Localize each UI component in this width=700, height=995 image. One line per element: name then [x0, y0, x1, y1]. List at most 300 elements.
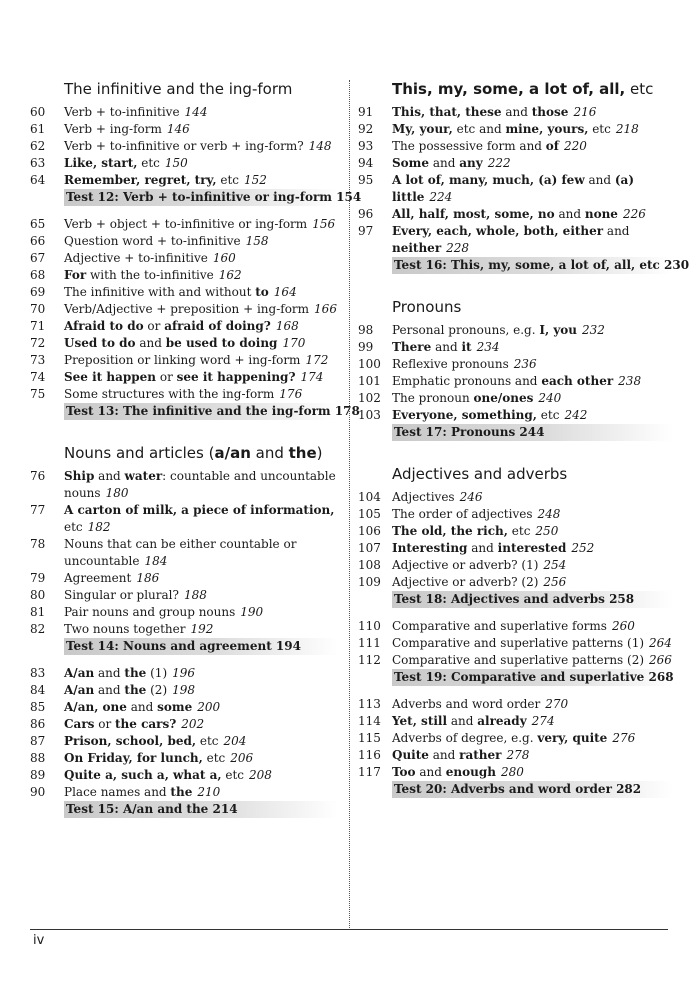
unit-title: [64, 216, 338, 233]
page-reference: 184: [144, 554, 168, 568]
unit-title: [392, 557, 673, 574]
unit-title: [64, 352, 338, 369]
unit-title: [64, 250, 338, 267]
text-segment: Adverbs and word order: [392, 697, 541, 711]
unit-number: 107: [358, 541, 381, 555]
unit-number: 62: [30, 139, 46, 153]
text-segment: Yet, still: [392, 714, 448, 728]
text-segment: A carton of milk, a piece of information,: [64, 503, 335, 517]
text-segment: Quite: [392, 748, 429, 762]
page-reference: 162: [218, 268, 242, 282]
page-reference: 210: [197, 785, 221, 799]
text-segment: and: [94, 469, 125, 483]
toc-entry[interactable]: [30, 121, 338, 138]
unit-title: [392, 489, 673, 506]
text-segment: Place names and: [64, 785, 171, 799]
unit-number: 114: [358, 714, 381, 728]
text-segment: etc: [202, 751, 226, 765]
text-segment: the: [124, 683, 147, 697]
text-segment: Some structures with the ing-form: [64, 387, 275, 401]
text-segment: Adjective + to-infinitive: [64, 251, 208, 265]
text-segment: Nouns and articles (: [64, 444, 215, 462]
toc-entry[interactable]: [358, 407, 673, 424]
text-segment: : countable and uncountable nouns: [64, 469, 336, 500]
unit-title: [64, 318, 338, 335]
toc-entry[interactable]: [358, 104, 673, 121]
unit-number: 104: [358, 490, 381, 504]
test-entry[interactable]: Test 16: This, my, some, a lot of, all, etc 230: [394, 258, 690, 272]
text-segment: There: [392, 340, 432, 354]
text-segment: and: [603, 224, 630, 238]
unit-title: [392, 407, 673, 424]
text-segment: Agreement: [64, 571, 132, 585]
text-segment: Verb + object + to-infinitive or ing-form: [64, 217, 308, 231]
test-entry[interactable]: Test 14: Nouns and agreement 194: [64, 638, 338, 655]
footer-rule: [30, 929, 668, 930]
test-entry[interactable]: Test 15: A/an and the 214: [64, 801, 338, 818]
text-segment: Cars: [64, 717, 95, 731]
unit-number: 91: [358, 105, 374, 119]
toc-entry[interactable]: [358, 356, 673, 373]
unit-title: [392, 339, 673, 356]
text-segment: My, your,: [392, 122, 453, 136]
text-segment: etc: [137, 156, 160, 170]
page-reference: 168: [275, 319, 299, 333]
page-reference: 228: [446, 241, 470, 255]
unit-title: [64, 267, 338, 284]
text-segment: the: [288, 444, 317, 462]
toc-entry[interactable]: [30, 621, 338, 638]
text-segment: (2): [146, 683, 168, 697]
left-column: [30, 78, 362, 818]
page-reference: 226: [622, 207, 646, 221]
unit-title: [64, 301, 338, 318]
unit-number: 70: [30, 302, 46, 316]
text-segment: (1): [146, 666, 168, 680]
test-entry[interactable]: Test 18: Adjectives and adverbs 258: [392, 591, 673, 608]
page-reference: 222: [487, 156, 511, 170]
text-segment: with the to-infinitive: [86, 268, 214, 282]
text-segment: Afraid to do: [64, 319, 144, 333]
page-reference: 148: [308, 139, 332, 153]
text-segment: etc: [216, 173, 240, 187]
section-heading: [392, 78, 673, 100]
text-segment: mine, yours,: [505, 122, 589, 136]
unit-number: 108: [358, 558, 381, 572]
page-reference: 158: [245, 234, 269, 248]
text-segment: Used to do: [64, 336, 136, 350]
page-reference: 224: [429, 190, 453, 204]
unit-number: 67: [30, 251, 46, 265]
toc-entry[interactable]: [30, 318, 338, 335]
unit-title: [392, 356, 673, 373]
text-segment: Question word + to-infinitive: [64, 234, 241, 248]
page-reference: 202: [181, 717, 205, 731]
text-segment: any: [459, 156, 483, 170]
unit-title: [392, 652, 673, 669]
text-segment: Personal pronouns, e.g.: [392, 323, 540, 337]
unit-title: [392, 506, 673, 523]
toc-entry[interactable]: [30, 155, 338, 172]
toc-entry[interactable]: [358, 652, 673, 669]
toc-entry[interactable]: [30, 138, 338, 155]
text-segment: All, half, most, some, no: [392, 207, 555, 221]
toc-entry[interactable]: [358, 121, 673, 138]
unit-number: 85: [30, 700, 46, 714]
page-reference: 260: [611, 619, 635, 633]
page-reference: 170: [282, 336, 306, 350]
text-segment: already: [477, 714, 527, 728]
page-reference: 196: [172, 666, 196, 680]
toc-entry[interactable]: [30, 767, 338, 784]
unit-title: [392, 523, 673, 540]
text-segment: etc: [588, 122, 611, 136]
toc-entry[interactable]: [358, 322, 673, 339]
text-segment: and: [126, 700, 158, 714]
toc-entry[interactable]: [30, 369, 338, 386]
page-reference: 198: [172, 683, 196, 697]
text-segment: Verb + to-infinitive or verb + ing-form?: [64, 139, 304, 153]
unit-title: [392, 206, 673, 223]
unit-title: [64, 750, 338, 767]
page-reference: 236: [513, 357, 537, 371]
test-entry[interactable]: Test 12: Verb + to-infinitive or ing-form 154: [66, 190, 362, 204]
page-reference: 274: [531, 714, 555, 728]
toc-entry[interactable]: [358, 339, 673, 356]
text-segment: The infinitive with and without: [64, 285, 256, 299]
text-segment: Every, each, whole, both, either: [392, 224, 604, 238]
toc-entry[interactable]: [30, 267, 338, 284]
page-reference: 246: [459, 490, 483, 504]
toc-entry[interactable]: [358, 696, 673, 713]
text-segment: and: [428, 748, 460, 762]
toc-entry[interactable]: [30, 716, 338, 733]
text-segment: Verb + ing-form: [64, 122, 162, 136]
unit-title: [392, 696, 673, 713]
toc-entry[interactable]: [30, 750, 338, 767]
unit-number: 64: [30, 173, 46, 187]
text-segment: Adjectives and adverbs: [392, 465, 568, 483]
text-segment: ): [316, 444, 323, 462]
toc-entry[interactable]: [358, 557, 673, 574]
toc-entry[interactable]: [30, 233, 338, 250]
toc-entry[interactable]: [358, 618, 673, 635]
page-reference: 174: [300, 370, 324, 384]
unit-title: [392, 730, 673, 747]
text-segment: A/an: [64, 666, 95, 680]
text-segment: See it happen: [64, 370, 157, 384]
page-reference: 186: [136, 571, 160, 585]
toc-entry[interactable]: [358, 172, 673, 206]
page-reference: 216: [573, 105, 597, 119]
toc-entry[interactable]: [358, 747, 673, 764]
toc-entry[interactable]: [358, 730, 673, 747]
page-reference: 192: [190, 622, 214, 636]
unit-number: 90: [30, 785, 46, 799]
unit-number: 92: [358, 122, 374, 136]
toc-entry[interactable]: [30, 699, 338, 716]
page-reference: 218: [615, 122, 639, 136]
toc-entry[interactable]: [358, 223, 673, 257]
page-reference: 264: [649, 636, 672, 650]
page-reference: 220: [563, 139, 587, 153]
page-reference: 250: [535, 524, 559, 538]
page-reference: 200: [197, 700, 221, 714]
unit-number: 112: [358, 653, 381, 667]
text-segment: or: [143, 319, 165, 333]
page-reference: 254: [543, 558, 567, 572]
text-segment: Adjective or adverb? (2): [392, 575, 539, 589]
text-segment: This, that, these: [392, 105, 502, 119]
text-segment: the: [170, 785, 193, 799]
text-segment: Preposition or linking word + ing-form: [64, 353, 301, 367]
toc-entry[interactable]: [30, 250, 338, 267]
text-segment: and: [431, 340, 462, 354]
test-entry[interactable]: Test 13: The infinitive and the ing-form 178: [66, 404, 360, 418]
text-segment: and: [447, 714, 478, 728]
text-segment: Pronouns: [392, 298, 462, 316]
unit-number: 96: [358, 207, 374, 221]
unit-title: [392, 121, 673, 138]
toc-entry[interactable]: [358, 390, 673, 407]
text-segment: Remember, regret, try,: [64, 173, 217, 187]
page-reference: 160: [212, 251, 236, 265]
text-segment: Pair nouns and group nouns: [64, 605, 236, 619]
text-segment: Some: [392, 156, 430, 170]
unit-number: 116: [358, 748, 381, 762]
page-reference: 232: [582, 323, 605, 337]
unit-number: 111: [358, 636, 381, 650]
text-segment: Comparative and superlative patterns (2): [392, 653, 645, 667]
unit-title: [64, 502, 338, 536]
page-reference: 256: [543, 575, 567, 589]
unit-number: 102: [358, 391, 381, 405]
unit-number: 113: [358, 697, 381, 711]
text-segment: interested: [497, 541, 567, 555]
text-segment: etc and: [452, 122, 506, 136]
text-segment: and: [584, 173, 615, 187]
text-segment: etc: [196, 734, 219, 748]
page-reference: 252: [571, 541, 595, 555]
page-reference: 166: [314, 302, 337, 316]
text-segment: Adjectives: [392, 490, 455, 504]
toc-entry[interactable]: [358, 764, 673, 781]
toc-entry[interactable]: [358, 713, 673, 730]
text-segment: The infinitive and the ing-form: [64, 80, 293, 98]
page-reference: 234: [476, 340, 500, 354]
toc-entry[interactable]: [30, 386, 338, 403]
unit-title: [64, 665, 338, 682]
text-segment: For: [64, 268, 87, 282]
text-segment: A/an, one: [64, 700, 127, 714]
page-reference: 206: [230, 751, 254, 765]
toc-entry[interactable]: [30, 587, 338, 604]
toc-entry[interactable]: [30, 468, 338, 502]
page-reference: 240: [538, 391, 562, 405]
section-heading: [64, 442, 338, 464]
unit-title: [392, 574, 673, 591]
unit-title: [64, 138, 338, 155]
text-segment: Comparative and superlative patterns (1): [392, 636, 645, 650]
text-segment: to: [255, 285, 269, 299]
page-reference: 188: [183, 588, 207, 602]
unit-number: 63: [30, 156, 46, 170]
unit-title: [392, 223, 673, 257]
toc-entry[interactable]: [30, 335, 338, 352]
text-segment: and: [94, 683, 125, 697]
test-entry[interactable]: Test 19: Comparative and superlative 268: [394, 670, 674, 684]
text-segment: the: [124, 666, 147, 680]
unit-title: [392, 172, 673, 206]
toc-entry[interactable]: [358, 523, 673, 540]
text-segment: etc: [625, 80, 654, 98]
text-segment: it: [461, 340, 472, 354]
toc-entry[interactable]: [30, 784, 338, 801]
page-reference: 172: [305, 353, 329, 367]
text-segment: enough: [445, 765, 496, 779]
toc-entry[interactable]: [30, 284, 338, 301]
text-segment: etc: [221, 768, 245, 782]
unit-number: 81: [30, 605, 46, 619]
page-number: iv: [33, 933, 45, 948]
text-segment: and: [135, 336, 166, 350]
unit-number: 115: [358, 731, 381, 745]
test-entry[interactable]: Test 17: Pronouns 244: [392, 424, 673, 441]
unit-number: 110: [358, 619, 381, 633]
page-reference: 208: [249, 768, 272, 782]
unit-title: [64, 716, 338, 733]
page-reference: 204: [223, 734, 247, 748]
text-segment: and: [94, 666, 125, 680]
unit-title: [64, 604, 338, 621]
unit-title: [64, 733, 338, 750]
unit-number: 98: [358, 323, 374, 337]
right-column: [358, 78, 690, 798]
page-reference: 280: [500, 765, 524, 779]
text-segment: each other: [541, 374, 614, 388]
toc-entry[interactable]: [30, 682, 338, 699]
toc-entry[interactable]: [30, 570, 338, 587]
unit-title: [64, 536, 338, 570]
unit-title: [392, 764, 673, 781]
toc-entry[interactable]: [358, 574, 673, 591]
toc-entry[interactable]: [30, 352, 338, 369]
toc-entry[interactable]: [30, 733, 338, 750]
text-segment: A lot of, many, much, (a) few: [392, 173, 585, 187]
unit-title: [64, 172, 338, 189]
toc-entry[interactable]: [30, 536, 338, 570]
unit-number: 66: [30, 234, 46, 248]
unit-title: [392, 155, 673, 172]
page-reference: 276: [612, 731, 636, 745]
text-segment: The possessive form and: [392, 139, 546, 153]
unit-number: 109: [358, 575, 381, 589]
unit-number: 82: [30, 622, 46, 636]
toc-entry[interactable]: [358, 155, 673, 172]
unit-number: 73: [30, 353, 46, 367]
unit-number: 78: [30, 537, 46, 551]
text-segment: and: [467, 541, 498, 555]
unit-number: 77: [30, 503, 46, 517]
unit-number: 68: [30, 268, 46, 282]
unit-number: 76: [30, 469, 46, 483]
page-reference: 248: [537, 507, 561, 521]
unit-number: 93: [358, 139, 374, 153]
text-segment: and: [429, 156, 460, 170]
page-reference: 238: [618, 374, 642, 388]
unit-number: 94: [358, 156, 374, 170]
text-segment: etc: [507, 524, 531, 538]
text-segment: Ship: [64, 469, 95, 483]
column-divider: [349, 80, 350, 930]
unit-title: [392, 618, 673, 635]
unit-number: 100: [358, 357, 381, 371]
text-segment: Too: [392, 765, 416, 779]
text-segment: A/an: [64, 683, 95, 697]
test-entry[interactable]: Test 20: Adverbs and word order 282: [392, 781, 673, 798]
toc-entry[interactable]: [358, 206, 673, 223]
toc-entry[interactable]: [358, 489, 673, 506]
unit-title: [64, 369, 338, 386]
toc-entry[interactable]: [30, 665, 338, 682]
unit-number: 83: [30, 666, 46, 680]
toc-entry[interactable]: [358, 506, 673, 523]
section-heading: [392, 463, 673, 485]
page-reference: 152: [244, 173, 267, 187]
unit-title: [392, 747, 673, 764]
text-segment: Adjective or adverb? (1): [392, 558, 539, 572]
unit-number: 105: [358, 507, 381, 521]
unit-number: 65: [30, 217, 46, 231]
section-heading: [64, 78, 338, 100]
page-reference: 156: [312, 217, 336, 231]
toc-entry[interactable]: [30, 172, 338, 189]
unit-title: [64, 155, 338, 172]
page-reference: 266: [649, 653, 672, 667]
toc-entry[interactable]: [358, 138, 673, 155]
text-segment: Verb + to-infinitive: [64, 105, 180, 119]
unit-number: 97: [358, 224, 374, 238]
unit-number: 103: [358, 408, 381, 422]
unit-title: [392, 138, 673, 155]
toc-entry[interactable]: [30, 301, 338, 318]
toc-entry[interactable]: [358, 635, 673, 652]
toc-entry[interactable]: [30, 216, 338, 233]
page-reference: 190: [240, 605, 264, 619]
text-segment: I, you: [539, 323, 578, 337]
text-segment: The old, the rich,: [392, 524, 508, 538]
unit-number: 80: [30, 588, 46, 602]
toc-entry[interactable]: [358, 373, 673, 390]
unit-number: 71: [30, 319, 46, 333]
toc-entry[interactable]: [30, 502, 338, 536]
text-segment: and: [554, 207, 585, 221]
text-segment: the cars?: [115, 717, 177, 731]
text-segment: The order of adjectives: [392, 507, 533, 521]
toc-entry[interactable]: [30, 104, 338, 121]
text-segment: rather: [459, 748, 502, 762]
text-segment: Comparative and superlative forms: [392, 619, 607, 633]
unit-title: [392, 104, 673, 121]
toc-entry[interactable]: [30, 604, 338, 621]
unit-number: 87: [30, 734, 46, 748]
text-segment: or: [94, 717, 115, 731]
text-segment: Quite a, such a, what a,: [64, 768, 222, 782]
toc-entry[interactable]: [358, 540, 673, 557]
text-segment: or: [156, 370, 177, 384]
text-segment: water: [124, 469, 163, 483]
unit-title: [64, 570, 338, 587]
